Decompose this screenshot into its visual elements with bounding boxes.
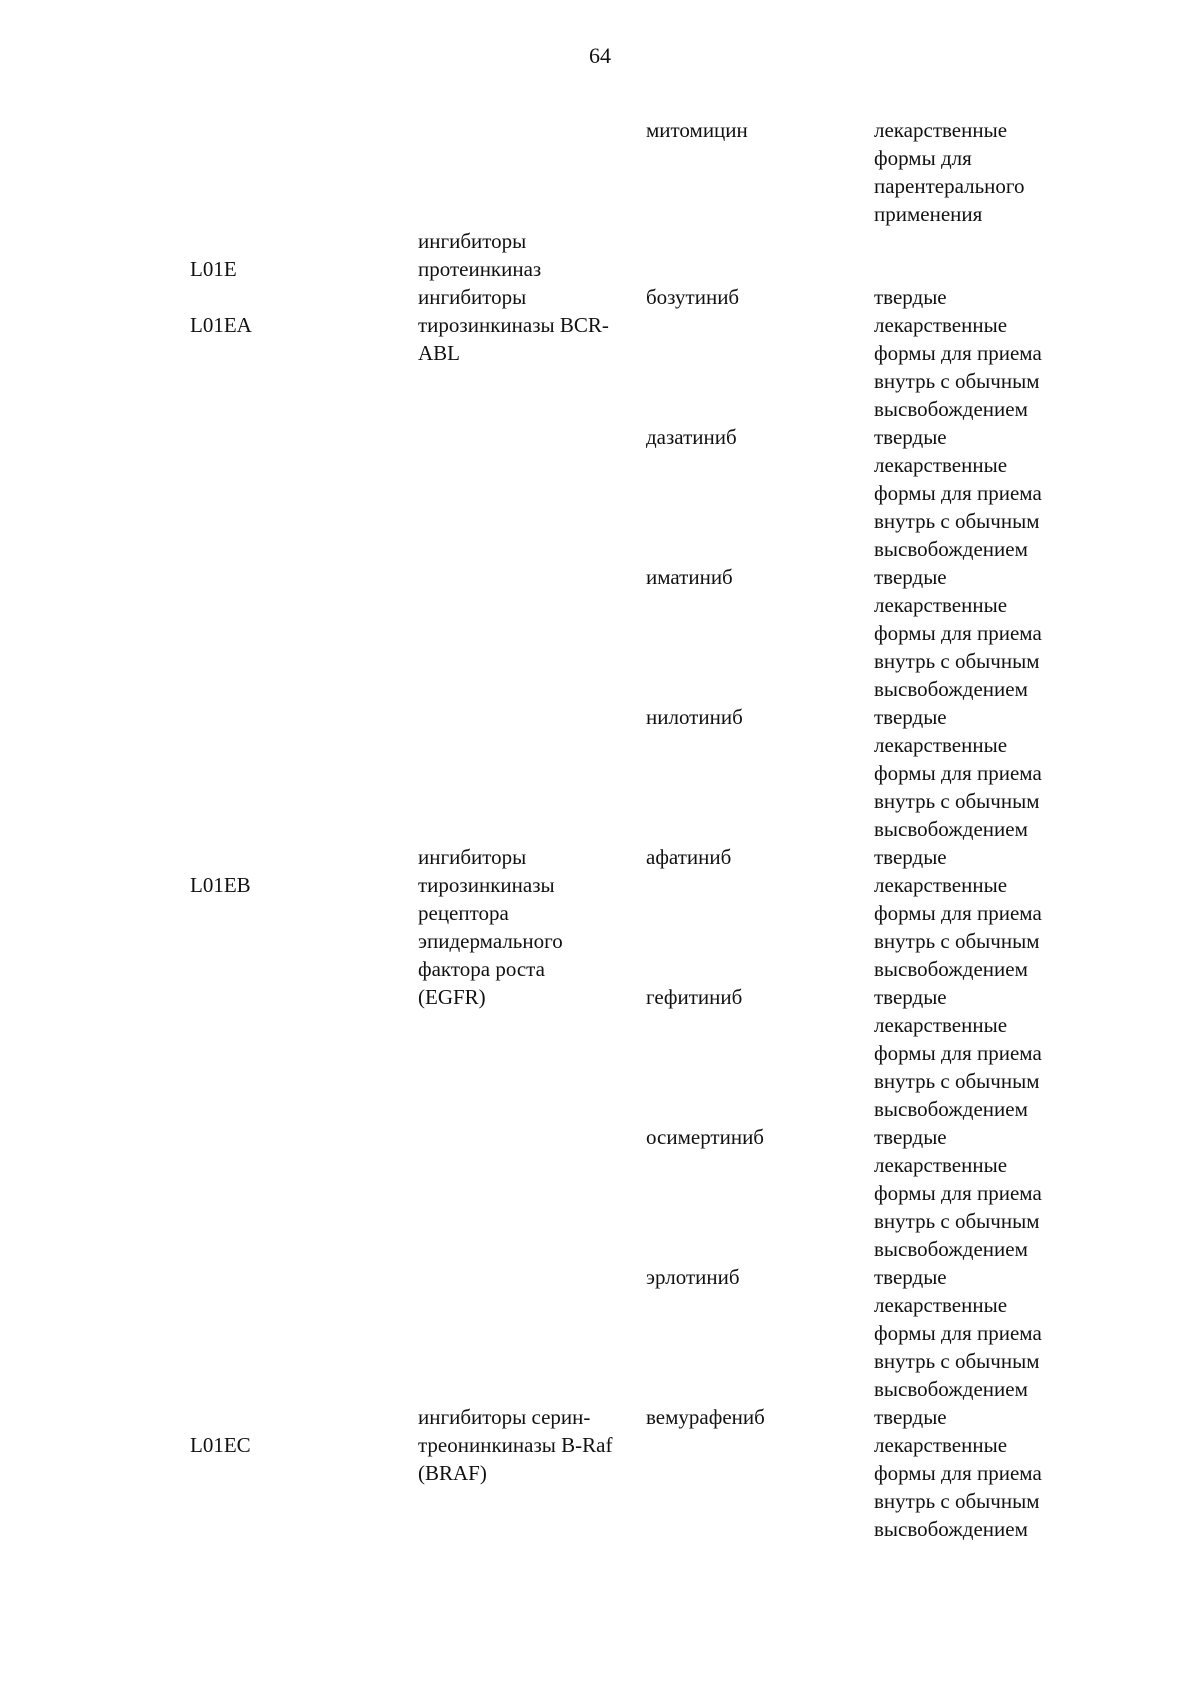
group-name: ингибиторы тирозинкиназы рецептора эпидермального фактора роста (EGFR) xyxy=(418,845,563,1009)
drug-name: нилотиниб xyxy=(646,705,743,729)
atc-code: L01EA xyxy=(190,313,252,337)
drug-name: иматиниб xyxy=(646,565,733,589)
drug-name: эрлотиниб xyxy=(646,1265,740,1289)
drug-name: гефитиниб xyxy=(646,985,743,1009)
dosage-form: твердые лекарственные формы для приема внутрь с обычным высвобождением xyxy=(874,1125,1042,1261)
drug-name: митомицин xyxy=(646,118,748,142)
dosage-form: твердые лекарственные формы для приема внутрь с обычным высвобождением xyxy=(874,285,1042,421)
atc-code: L01EB xyxy=(190,873,251,897)
dosage-form: твердые лекарственные формы для приема внутрь с обычным высвобождением xyxy=(874,425,1042,561)
atc-code: L01EC xyxy=(190,1433,251,1457)
drug-name: афатиниб xyxy=(646,845,732,869)
group-name: ингибиторы тирозинкиназы BCR- ABL xyxy=(418,285,609,365)
drug-name: осимертиниб xyxy=(646,1125,764,1149)
dosage-form: твердые лекарственные формы для приема внутрь с обычным высвобождением xyxy=(874,985,1042,1121)
page-number: 64 xyxy=(589,43,611,68)
dosage-form: твердые лекарственные формы для приема внутрь с обычным высвобождением xyxy=(874,1265,1042,1401)
dosage-form: лекарственные формы для парентерального применения xyxy=(874,118,1025,226)
group-name: ингибиторы протеинкиназ xyxy=(418,229,542,281)
atc-code: L01E xyxy=(190,257,237,281)
dosage-form: твердые лекарственные формы для приема внутрь с обычным высвобождением xyxy=(874,845,1042,981)
group-name: ингибиторы серин- треонинкиназы B-Raf (BRAF) xyxy=(418,1405,613,1485)
drug-name: бозутиниб xyxy=(646,285,740,309)
dosage-form: твердые лекарственные формы для приема внутрь с обычным высвобождением xyxy=(874,565,1042,701)
drug-name: дазатиниб xyxy=(646,425,737,449)
drug-name: вемурафениб xyxy=(646,1405,765,1429)
dosage-form: твердые лекарственные формы для приема внутрь с обычным высвобождением xyxy=(874,1405,1042,1541)
dosage-form: твердые лекарственные формы для приема внутрь с обычным высвобождением xyxy=(874,705,1042,841)
